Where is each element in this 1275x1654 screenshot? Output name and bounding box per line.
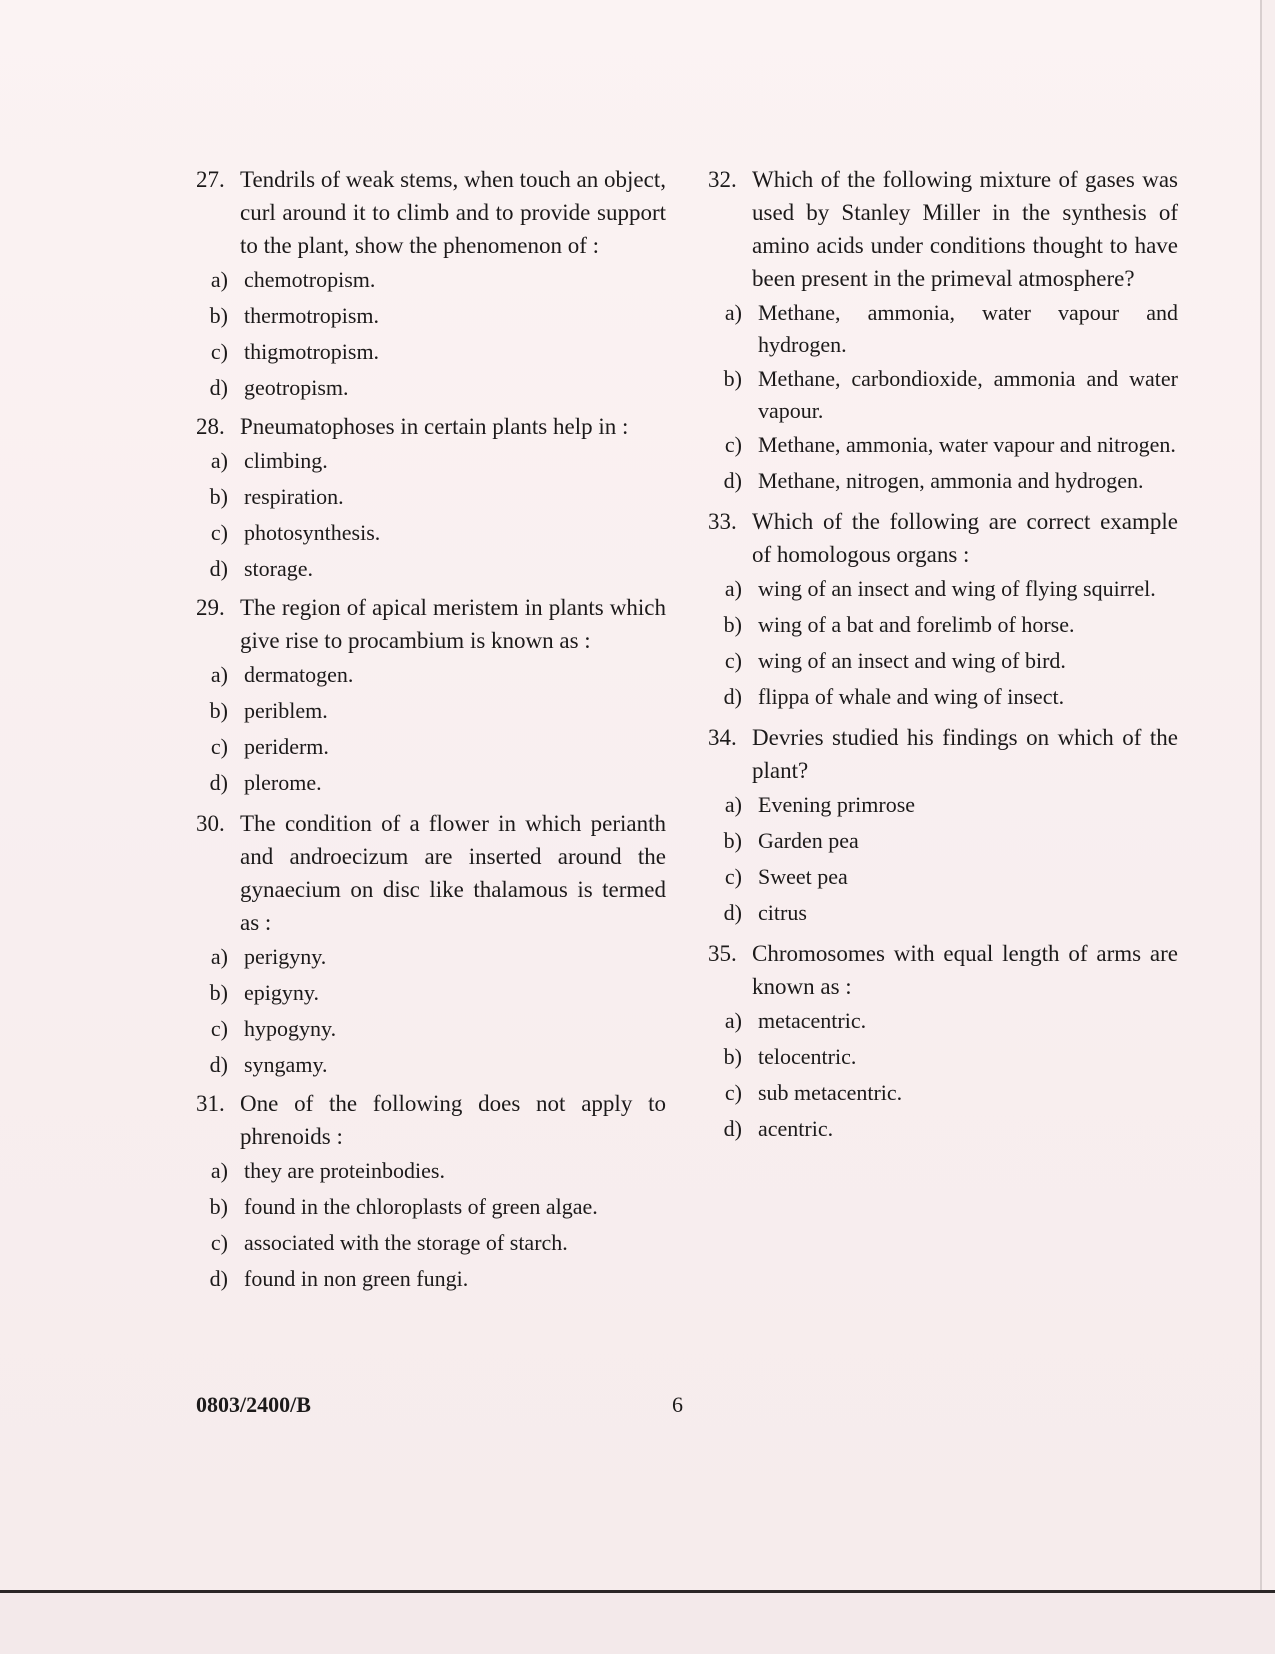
- answer-option: [714, 607, 1178, 643]
- question-text: Chromosomes with equal length of arms are known as :: [752, 941, 1178, 999]
- option-letter: c): [210, 520, 228, 545]
- answer-option: [200, 1011, 666, 1047]
- answer-option: [200, 657, 666, 693]
- question-stem: [196, 1087, 666, 1153]
- option-text: perigyny.: [244, 944, 327, 969]
- answer-option: [714, 427, 1178, 463]
- option-text: telocentric.: [758, 1044, 857, 1069]
- question-text: The condition of a flower in which perianth and androecizum are inserted around the gynaecium on disc like thalamous is termed as :: [240, 811, 666, 935]
- option-text: Methane, ammonia, water vapour and hydrogen.: [758, 300, 1178, 357]
- option-text: periderm.: [244, 734, 329, 759]
- option-text: wing of an insect and wing of bird.: [758, 648, 1066, 673]
- option-letter: b): [209, 1194, 228, 1219]
- option-letter: d): [209, 556, 228, 581]
- option-letter: c): [724, 1080, 742, 1105]
- answer-option: [714, 895, 1178, 931]
- question-number: 34.: [708, 725, 737, 750]
- option-text: storage.: [244, 556, 314, 581]
- option-text: metacentric.: [758, 1008, 867, 1033]
- question-stem: [708, 721, 1178, 787]
- question-text: Which of the following mixture of gases was used by Stanley Miller in the synthesis of amino acids under conditions thought to have been present in the primeval atmosphere?: [752, 167, 1178, 291]
- option-letter: b): [723, 1044, 742, 1069]
- option-text: syngamy.: [244, 1052, 328, 1077]
- option-text: respiration.: [244, 484, 344, 509]
- option-letter: d): [723, 1116, 742, 1141]
- answer-option: [200, 1225, 666, 1261]
- page-number: 6: [672, 1392, 683, 1417]
- question-stem: [708, 163, 1178, 295]
- question-33: [708, 505, 1178, 715]
- option-text: Evening primrose: [758, 792, 916, 817]
- option-letter: c): [724, 864, 742, 889]
- option-text: wing of an insect and wing of flying squirrel.: [758, 576, 1156, 601]
- option-letter: a): [724, 1008, 742, 1033]
- option-letter: d): [209, 1052, 228, 1077]
- question-stem: [196, 591, 666, 657]
- left-column: [196, 163, 666, 1297]
- answer-option: [200, 1153, 666, 1189]
- answer-option: [714, 1003, 1178, 1039]
- answer-option: [200, 443, 666, 479]
- option-letter: a): [724, 792, 742, 817]
- answer-option: [200, 693, 666, 729]
- answer-option: [714, 1075, 1178, 1111]
- question-text: Which of the following are correct example of homologous organs :: [752, 509, 1178, 567]
- paper-code: 0803/2400/B: [196, 1392, 311, 1417]
- option-text: found in non green fungi.: [244, 1266, 469, 1291]
- answer-option: [714, 1039, 1178, 1075]
- option-text: thermotropism.: [244, 303, 380, 328]
- option-letter: b): [209, 303, 228, 328]
- option-text: Methane, nitrogen, ammonia and hydrogen.: [758, 468, 1144, 493]
- question-stem: [196, 410, 666, 443]
- option-text: Garden pea: [758, 828, 859, 853]
- option-text: Methane, ammonia, water vapour and nitrogen.: [758, 432, 1176, 457]
- answer-option: [200, 1047, 666, 1083]
- answer-option: [200, 479, 666, 515]
- option-letter: a): [210, 267, 228, 292]
- question-27: [196, 163, 666, 406]
- question-32: [708, 163, 1178, 499]
- answer-option: [200, 262, 666, 298]
- answer-option: [714, 295, 1178, 361]
- question-text: One of the following does not apply to phrenoids :: [240, 1091, 666, 1149]
- question-stem: [196, 807, 666, 939]
- option-text: dermatogen.: [244, 662, 354, 687]
- option-letter: a): [210, 1158, 228, 1183]
- answer-option: [200, 515, 666, 551]
- option-text: Sweet pea: [758, 864, 848, 889]
- answer-option: [714, 859, 1178, 895]
- option-text: sub metacentric.: [758, 1080, 903, 1105]
- option-letter: b): [209, 980, 228, 1005]
- option-letter: d): [209, 770, 228, 795]
- answer-option: [200, 334, 666, 370]
- question-stem: [708, 505, 1178, 571]
- option-letter: a): [210, 944, 228, 969]
- answer-option: [714, 1111, 1178, 1147]
- option-text: citrus: [758, 900, 807, 925]
- question-text: Pneumatophoses in certain plants help in :: [240, 414, 629, 439]
- question-number: 33.: [708, 509, 737, 534]
- answer-option: [714, 361, 1178, 427]
- question-text: Devries studied his findings on which of the plant?: [752, 725, 1178, 783]
- question-number: 35.: [708, 941, 737, 966]
- option-text: geotropism.: [244, 375, 349, 400]
- question-number: 30.: [196, 811, 225, 836]
- option-text: epigyny.: [244, 980, 319, 1005]
- question-stem: [708, 937, 1178, 1003]
- option-letter: c): [210, 1016, 228, 1041]
- question-31: [196, 1087, 666, 1297]
- option-letter: c): [724, 648, 742, 673]
- option-text: chemotropism.: [244, 267, 376, 292]
- option-letter: c): [210, 339, 228, 364]
- answer-option: [714, 643, 1178, 679]
- question-text: Tendrils of weak stems, when touch an object, curl around it to climb and to provide support to the plant, show the phenomenon of :: [240, 167, 666, 258]
- option-text: acentric.: [758, 1116, 834, 1141]
- answer-option: [714, 679, 1178, 715]
- option-text: found in the chloroplasts of green algae.: [244, 1194, 598, 1219]
- option-text: Methane, carbondioxide, ammonia and water vapour.: [758, 366, 1178, 423]
- question-number: 27.: [196, 167, 225, 192]
- option-text: flippa of whale and wing of insect.: [758, 684, 1065, 709]
- question-35: [708, 937, 1178, 1147]
- question-stem: [196, 163, 666, 262]
- question-number: 28.: [196, 414, 225, 439]
- option-letter: a): [724, 576, 742, 601]
- question-29: [196, 591, 666, 801]
- option-letter: a): [210, 662, 228, 687]
- option-letter: b): [723, 366, 742, 391]
- answer-option: [200, 370, 666, 406]
- option-text: hypogyny.: [244, 1016, 337, 1041]
- option-text: wing of a bat and forelimb of horse.: [758, 612, 1075, 637]
- question-34: [708, 721, 1178, 931]
- question-text: The region of apical meristem in plants which give rise to procambium is known as :: [240, 595, 666, 653]
- answer-option: [200, 1261, 666, 1297]
- option-letter: c): [210, 1230, 228, 1255]
- option-letter: b): [209, 484, 228, 509]
- answer-option: [200, 298, 666, 334]
- answer-option: [200, 551, 666, 587]
- answer-option: [714, 787, 1178, 823]
- option-text: climbing.: [244, 448, 328, 473]
- option-letter: b): [209, 698, 228, 723]
- option-text: plerome.: [244, 770, 322, 795]
- option-text: thigmotropism.: [244, 339, 380, 364]
- question-number: 32.: [708, 167, 737, 192]
- option-letter: c): [724, 432, 742, 457]
- question-28: [196, 410, 666, 587]
- option-letter: a): [724, 300, 742, 325]
- option-letter: c): [210, 734, 228, 759]
- question-30: [196, 807, 666, 1083]
- option-letter: a): [210, 448, 228, 473]
- option-letter: d): [723, 684, 742, 709]
- option-letter: b): [723, 828, 742, 853]
- question-number: 29.: [196, 595, 225, 620]
- option-letter: d): [723, 468, 742, 493]
- option-letter: d): [209, 1266, 228, 1291]
- question-number: 31.: [196, 1091, 225, 1116]
- scan-bottom-edge: [0, 1590, 1275, 1654]
- option-text: they are proteinbodies.: [244, 1158, 445, 1183]
- option-text: associated with the storage of starch.: [244, 1230, 568, 1255]
- option-letter: d): [723, 900, 742, 925]
- right-column: [708, 163, 1178, 1147]
- answer-option: [200, 765, 666, 801]
- option-letter: b): [723, 612, 742, 637]
- answer-option: [200, 939, 666, 975]
- answer-option: [200, 729, 666, 765]
- answer-option: [714, 571, 1178, 607]
- answer-option: [200, 975, 666, 1011]
- answer-option: [200, 1189, 666, 1225]
- option-text: photosynthesis.: [244, 520, 381, 545]
- option-text: periblem.: [244, 698, 328, 723]
- answer-option: [714, 463, 1178, 499]
- answer-option: [714, 823, 1178, 859]
- option-letter: d): [209, 375, 228, 400]
